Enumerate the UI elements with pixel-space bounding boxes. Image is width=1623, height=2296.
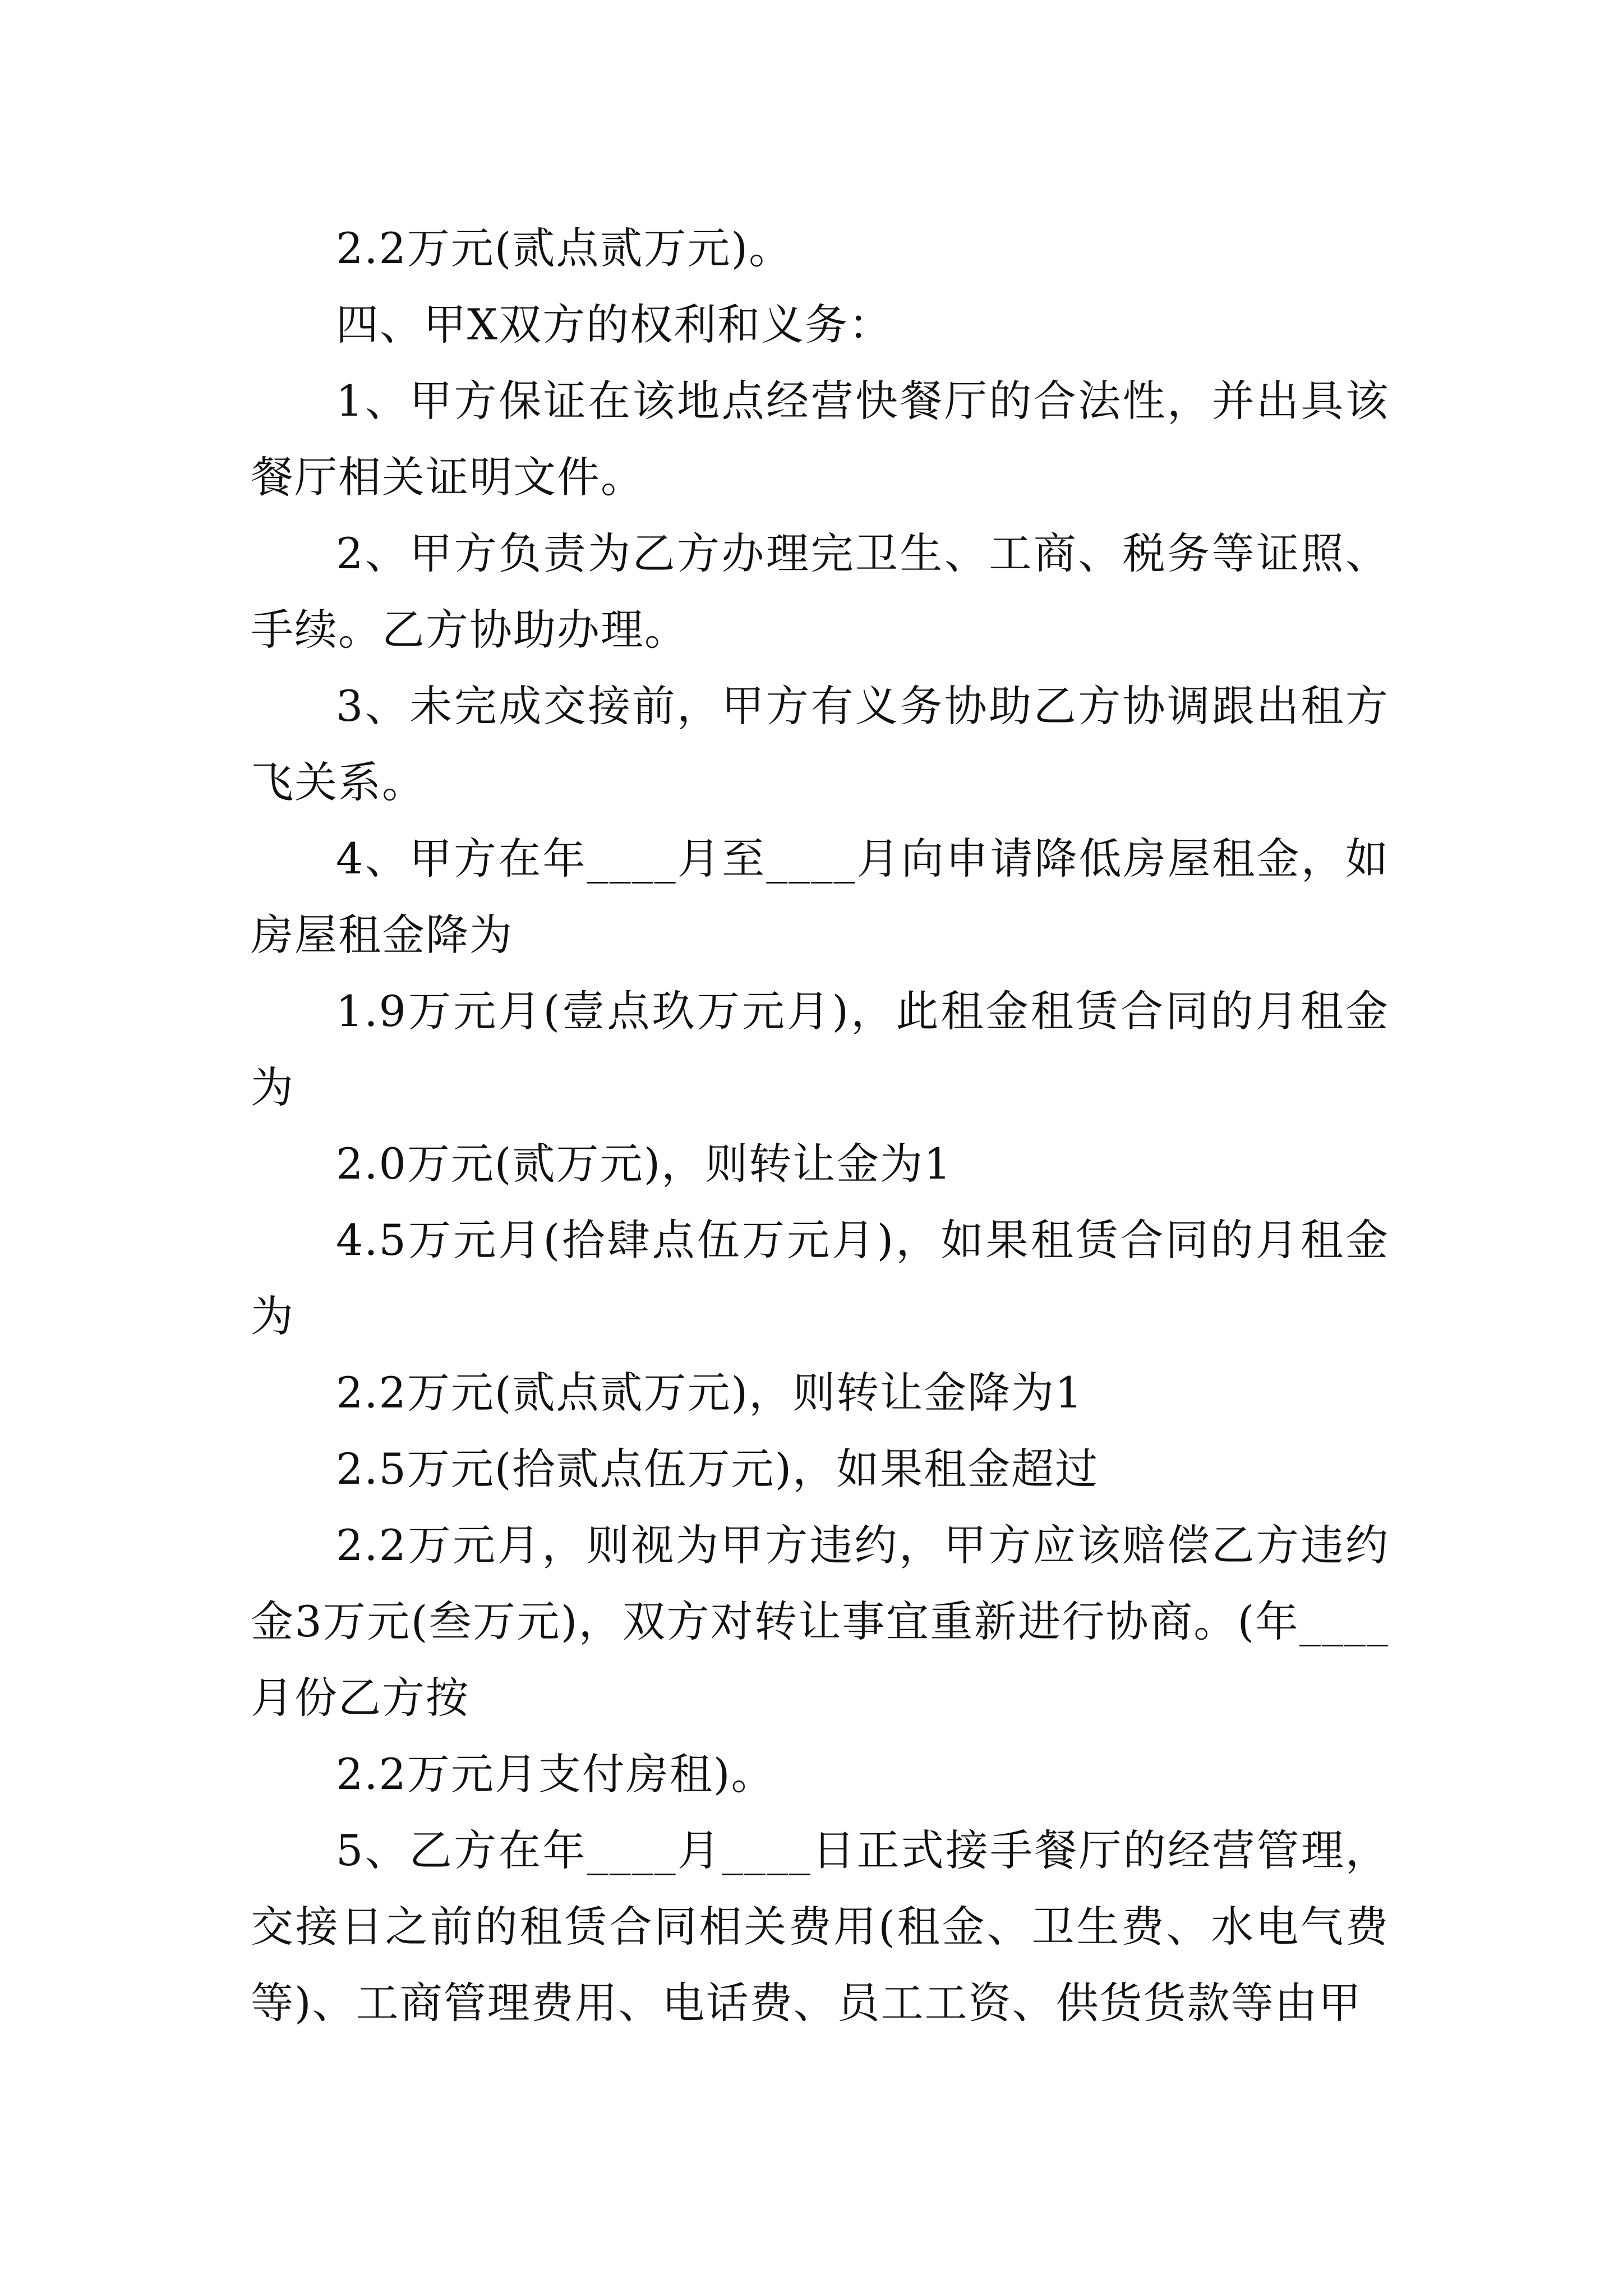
- document-body: [251, 210, 1389, 2041]
- paragraph: 3、未完成交接前，甲方有义务协助乙方协调跟出租方飞关系。: [251, 681, 1389, 807]
- paragraph: 4、甲方在年____月至____月向申请降低房屋租金，如房屋租金降为: [251, 834, 1389, 960]
- paragraph: 2.5万元(拾贰点伍万元)，如果租金超过: [336, 1444, 1099, 1494]
- paragraph: 2.2万元(贰点贰万元)。: [336, 223, 793, 273]
- paragraph: 2.2万元(贰点贰万元)，则转让金降为1: [336, 1368, 1083, 1418]
- paragraph: 2.2万元月，则视为甲方违约，甲方应该赔偿乙方违约金3万元(叁万元)，双方对转让事宜重新进行协商。(年____月份乙方按: [251, 1520, 1389, 1723]
- paragraph: 2、甲方负责为乙方办理完卫生、工商、税务等证照、手续。乙方协助办理。: [251, 528, 1389, 655]
- paragraph: 4.5万元月(拾肆点伍万元月)，如果租赁合同的月租金为: [251, 1215, 1389, 1341]
- paragraph: 1.9万元月(壹点玖万元月)，此租金租赁合同的月租金为: [251, 986, 1389, 1112]
- paragraph: 1、甲方保证在该地点经营快餐厅的合法性，并出具该餐厅相关证明文件。: [251, 376, 1389, 502]
- paragraph: 5、乙方在年____月____日正式接手餐厅的经营管理，交接日之前的租赁合同相关费用(租金、卫生费、水电气费等)、工商管理费用、电话费、员工工资、供货货款等由甲: [251, 1825, 1389, 2028]
- section-heading: 四、甲X双方的权利和义务：: [336, 300, 893, 349]
- paragraph: 2.2万元月支付房租)。: [336, 1749, 775, 1799]
- paragraph: 2.0万元(贰万元)，则转让金为1: [336, 1139, 952, 1189]
